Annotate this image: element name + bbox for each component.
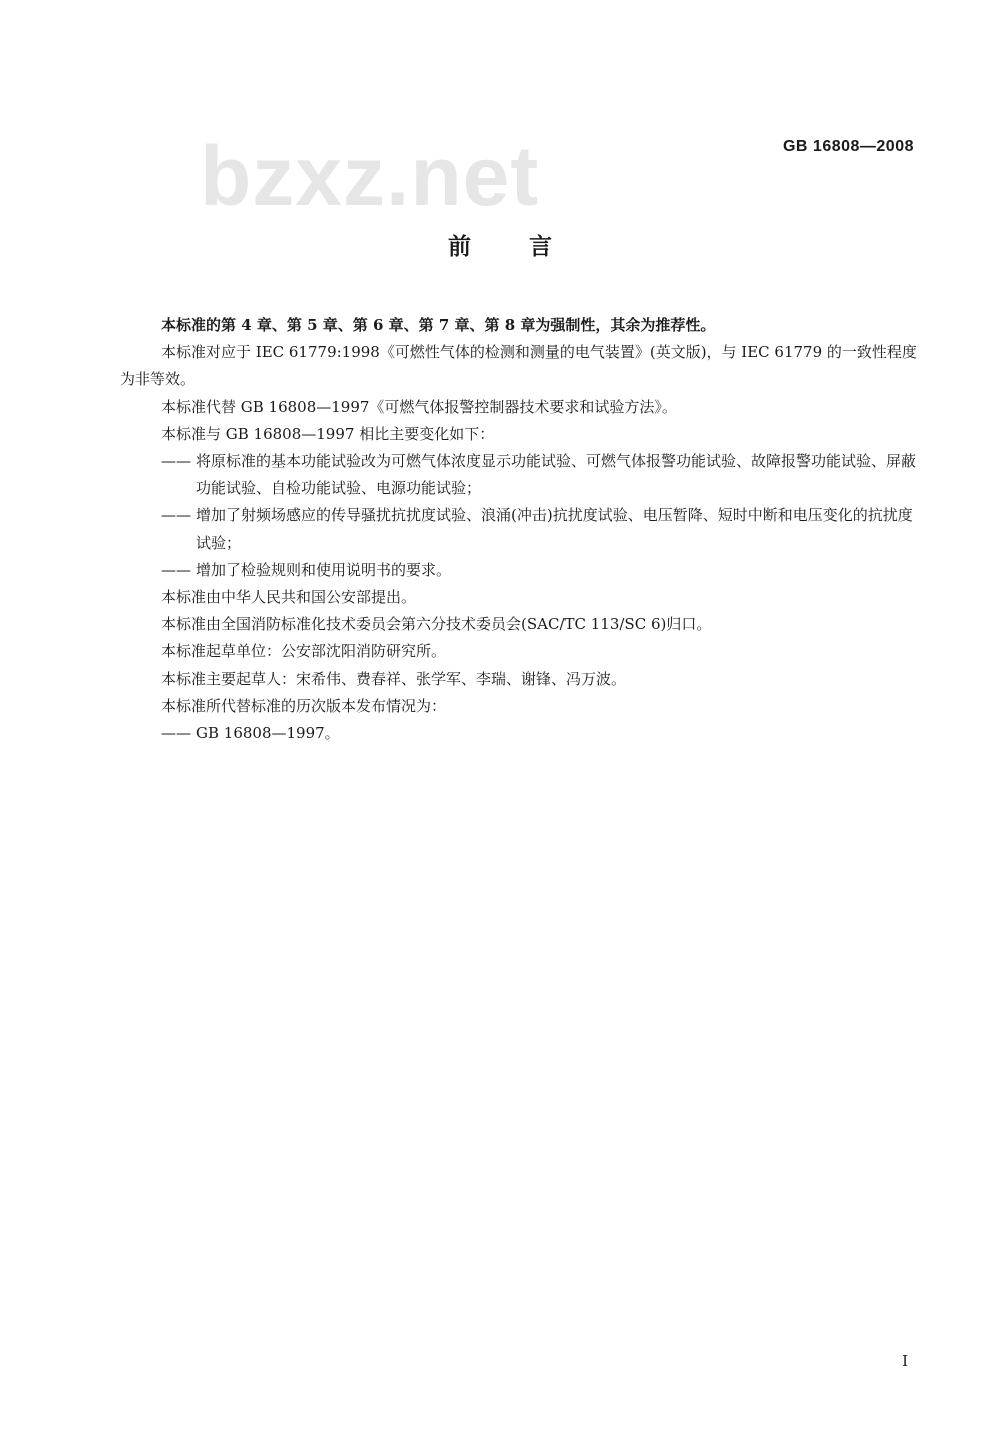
paragraph-proposed-by: 本标准由中华人民共和国公安部提出。: [161, 588, 417, 607]
watermark: bzxz.net: [200, 129, 540, 223]
standard-code: GB 16808—2008: [782, 138, 914, 155]
dash-mark: ——: [161, 506, 191, 525]
change-item-text: 将原标准的基本功能试验改为可燃气体浓度显示功能试验、可燃气体报警功能试验、故障报警功能试验、屏蔽功能试验、自检功能试验、电源功能试验；: [196, 452, 917, 498]
dash-mark: ——: [161, 560, 191, 579]
dash-mark: ——: [161, 452, 191, 471]
paragraph-replaces: 本标准代替 GB 16808—1997《可燃气体报警控制器技术要求和试验方法》。: [161, 397, 677, 416]
change-item: [120, 502, 918, 556]
dash-mark: ——: [161, 724, 191, 743]
paragraph-iec-correspondence: 本标准对应于 IEC 61779:1998《可燃性气体的检测和测量的电气装置》(英文版)，与 IEC 61779 的一致性程度为非等效。: [120, 343, 917, 389]
paragraph-mandatory-chapters: 本标准的第 4 章、第 5 章、第 6 章、第 7 章、第 8 章为强制性，其余为推荐性。: [161, 316, 716, 334]
history-item: [120, 720, 918, 747]
change-item: [120, 448, 918, 502]
foreword-body: [120, 312, 918, 747]
page-title: 前言: [448, 234, 610, 260]
change-item-text: 增加了检验规则和使用说明书的要求。: [196, 560, 452, 579]
paragraph-drafting-unit: 本标准起草单位：公安部沈阳消防研究所。: [161, 642, 447, 661]
paragraph-history-intro: 本标准所代替标准的历次版本发布情况为：: [161, 696, 447, 715]
change-item: [120, 557, 918, 584]
page-number: I: [902, 1352, 908, 1370]
history-item-text: GB 16808—1997。: [196, 724, 340, 743]
paragraph-changes-intro: 本标准与 GB 16808—1997 相比主要变化如下：: [161, 424, 495, 443]
paragraph-technical-committee: 本标准由全国消防标准化技术委员会第六分技术委员会(SAC/TC 113/SC 6)归口。: [161, 615, 712, 634]
change-item-text: 增加了射频场感应的传导骚扰抗扰度试验、浪涌(冲击)抗扰度试验、电压暂降、短时中断和电压变化的抗扰度试验；: [196, 506, 913, 552]
paragraph-drafters: 本标准主要起草人：宋希伟、费春祥、张学军、李瑞、谢锋、冯万波。: [161, 669, 627, 688]
